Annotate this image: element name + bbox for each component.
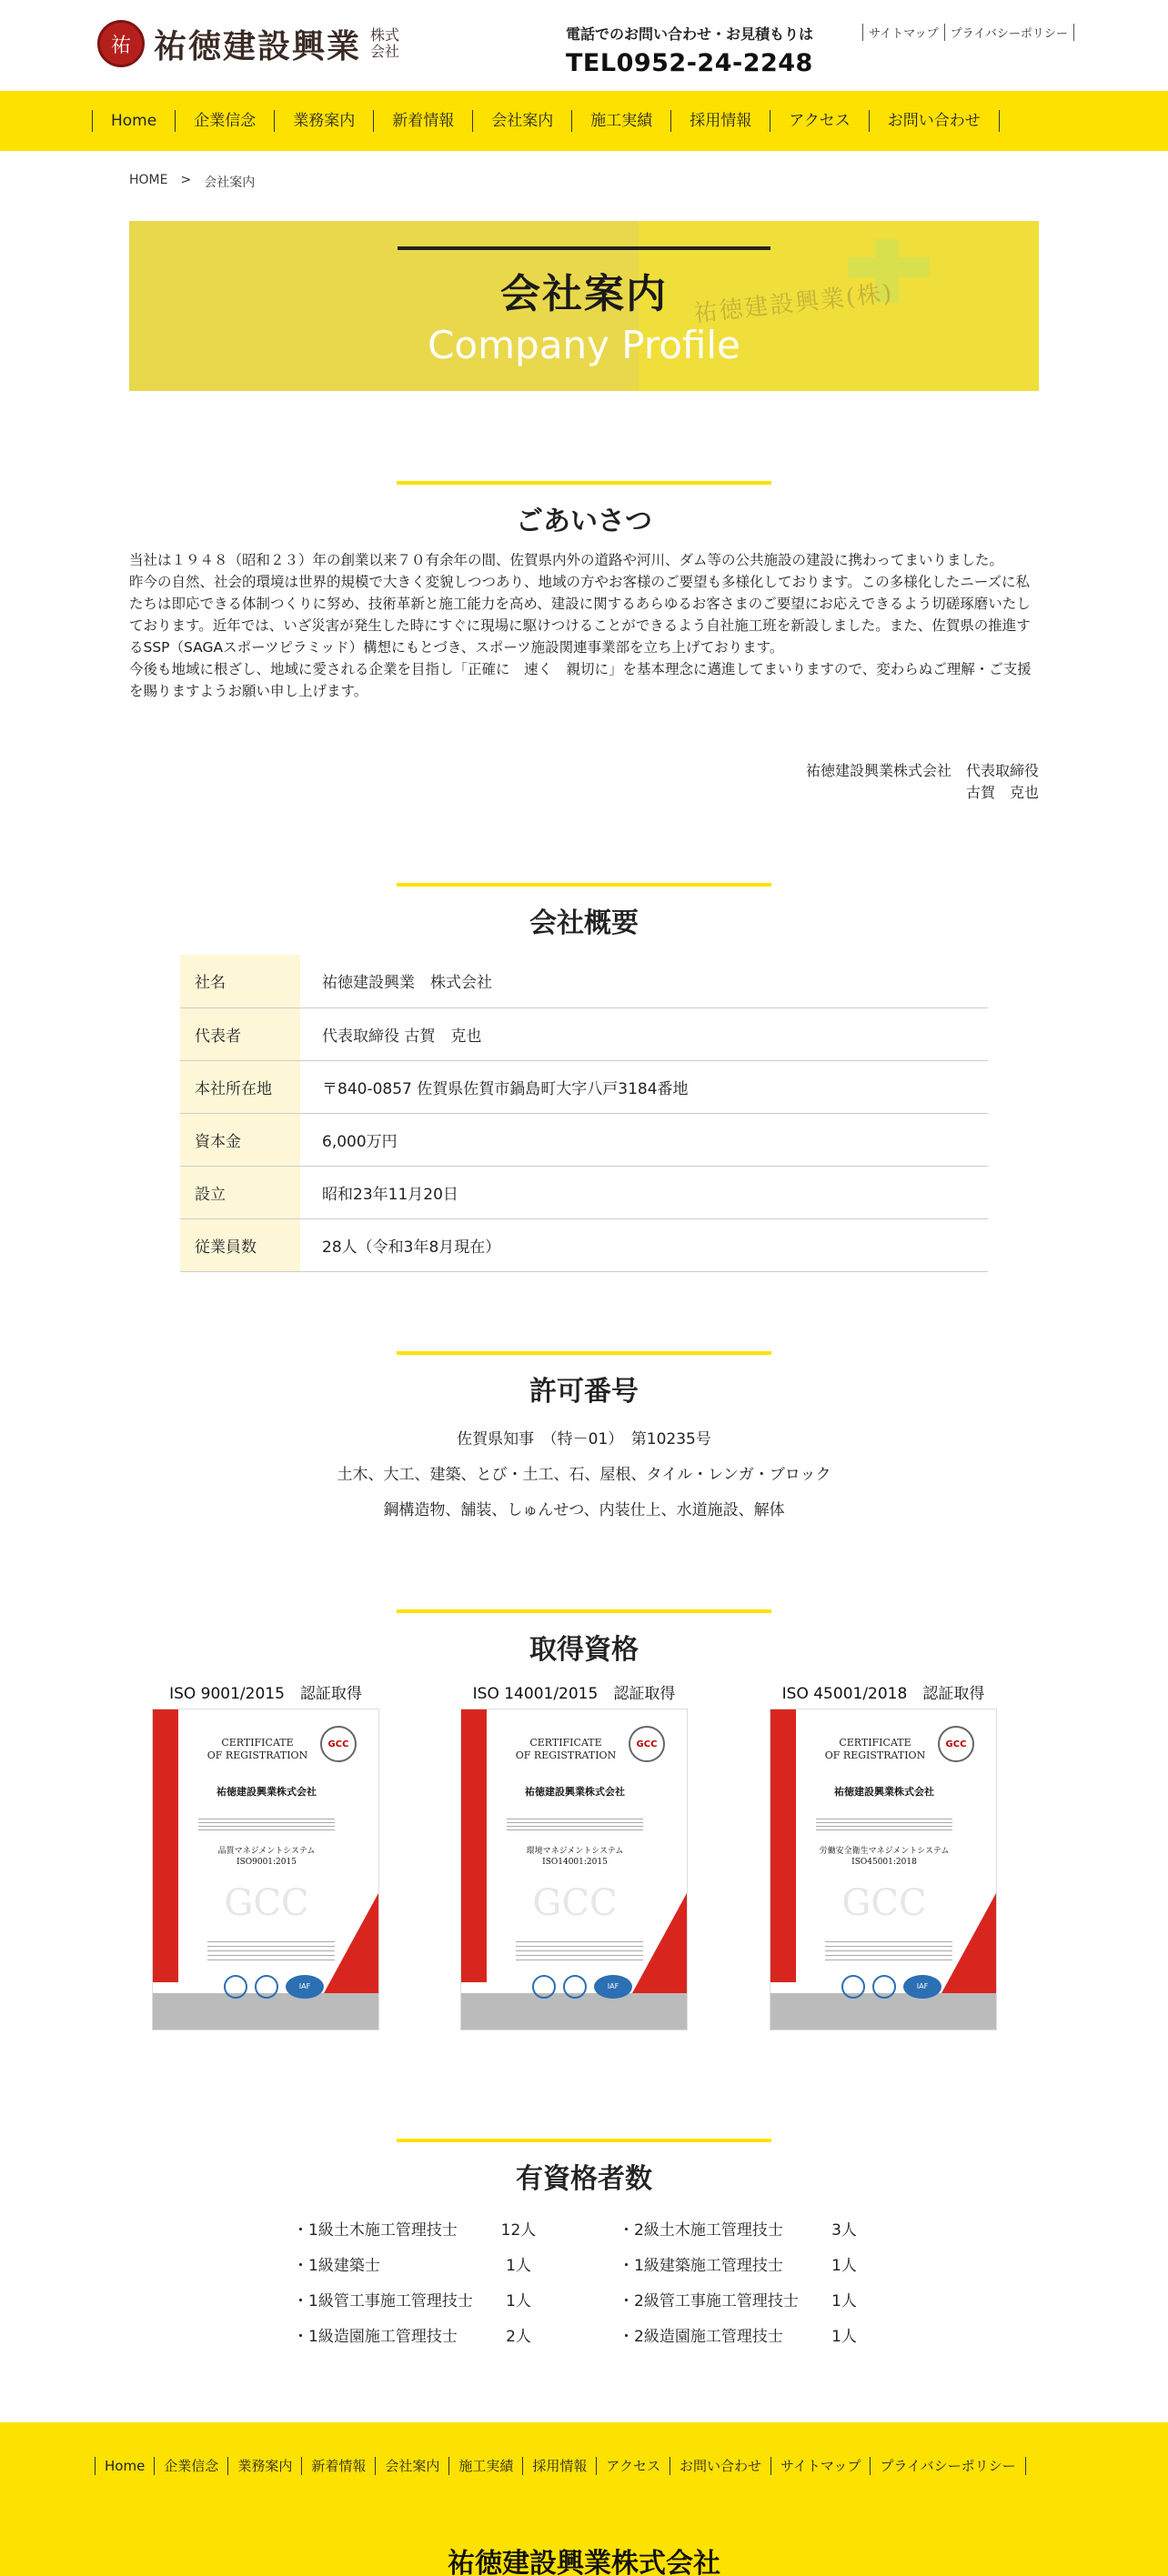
footer-link-contact[interactable]: お問い合わせ	[670, 2457, 770, 2475]
row-value: 昭和23年11月20日	[322, 1185, 458, 1204]
cert-card	[152, 1680, 379, 2030]
nav-item-news[interactable]: 新着情報	[373, 110, 472, 132]
page-subtitle: Company Profile	[428, 323, 740, 367]
cert-fineprint	[507, 1819, 643, 1831]
page-hero	[129, 221, 1039, 391]
list-item: ・2級造園施工管理技士 1人	[619, 2328, 857, 2346]
accreditation-logos	[532, 1975, 632, 1999]
page-title: 会社案内	[500, 271, 668, 317]
iaf-logo-icon: IAF	[903, 1975, 941, 1999]
row-label: 設立	[180, 1166, 300, 1218]
accreditation-icon	[224, 1975, 247, 1999]
nav-item-access[interactable]: アクセス	[770, 110, 869, 132]
row-value: 祐徳建設興業 株式会社	[322, 974, 492, 993]
row-label: 本社所在地	[180, 1060, 300, 1113]
footer-link-news[interactable]: 新着情報	[301, 2457, 375, 2475]
contact-tel[interactable]: TEL0952-24-2248	[566, 49, 813, 77]
row-value: 代表取締役 古賀 克也	[322, 1027, 482, 1046]
qualified-heading: 有資格者数	[516, 2163, 652, 2195]
logo-emblem-icon: 祐	[97, 20, 145, 67]
contact-lead: 電話でのお問い合わせ・お見積もりは	[566, 25, 814, 43]
row-label: 代表者	[180, 1007, 300, 1060]
table-row	[180, 1166, 988, 1218]
accreditation-icon	[841, 1975, 865, 1999]
nav-item-home[interactable]: Home	[92, 110, 175, 132]
nav-item-works[interactable]: 施工実績	[571, 110, 670, 132]
signature-name: 古賀 克也	[965, 784, 1039, 801]
cert-fineprint	[825, 1941, 952, 1963]
header-contact	[566, 23, 813, 77]
greeting-paragraph: 今後も地域に根ざし、地域に愛される企業を目指し「正確に 速く 親切に」を基本理念に邁進してまいりますので、変わらぬご理解・ご支援を賜りますようお願い申し上げます。	[129, 661, 1032, 699]
footer-link-company[interactable]: 会社案内	[375, 2457, 448, 2475]
cert-fineprint	[198, 1819, 335, 1831]
footer-link-services[interactable]: 業務案内	[227, 2457, 301, 2475]
footer-link-access[interactable]: アクセス	[596, 2457, 670, 2475]
section-rule	[397, 1609, 771, 1613]
hero-watermark: 祐徳建設興業(株)	[692, 279, 895, 328]
section-rule	[397, 883, 771, 887]
footer-nav	[95, 2457, 1026, 2475]
accreditation-icon	[872, 1975, 896, 1999]
accreditation-icon	[532, 1975, 556, 1999]
nav-item-company[interactable]: 会社案内	[472, 110, 571, 132]
cert-label: ISO 45001/2018 認証取得	[781, 1685, 985, 1703]
list-item: ・2級管工事施工管理技士 1人	[619, 2292, 857, 2310]
nav-item-recruit[interactable]: 採用情報	[670, 110, 770, 132]
utility-links	[862, 24, 1074, 41]
cert-fineprint	[816, 1819, 952, 1831]
footer-link-sitemap[interactable]: サイトマップ	[770, 2457, 870, 2475]
cert-card	[770, 1680, 997, 2030]
table-row	[180, 1007, 988, 1060]
gcc-badge-icon: GCC	[320, 1726, 357, 1762]
table-row	[180, 1218, 988, 1271]
cert-company: 祐徳建設興業株式会社	[216, 1786, 317, 1798]
cert-company: 祐徳建設興業株式会社	[834, 1786, 934, 1798]
cert-watermark: GCC	[224, 1882, 309, 1924]
company-overview-table	[180, 955, 988, 1272]
cert-card	[460, 1680, 688, 2030]
cert-fineprint	[207, 1941, 335, 1963]
iaf-logo-icon: IAF	[286, 1975, 324, 1999]
accreditation-logos	[841, 1975, 941, 1999]
breadcrumb-current: 会社案内	[204, 175, 256, 190]
cert-fineprint	[516, 1941, 643, 1963]
gcc-badge-icon: GCC	[938, 1726, 974, 1762]
row-label: 資本金	[180, 1113, 300, 1166]
site-header	[0, 0, 1168, 91]
certificate-image[interactable]	[460, 1709, 688, 2030]
cert-label: ISO 9001/2015 認証取得	[169, 1685, 362, 1703]
cert-company: 祐徳建設興業株式会社	[525, 1786, 625, 1798]
logo-text: 祐徳建設興業	[154, 26, 362, 65]
cert-footer-band	[770, 1993, 997, 2030]
list-item: ・1級土木施工管理技士 12人	[293, 2221, 537, 2240]
row-value: 〒840-0857 佐賀県佐賀市鍋島町大字八戸3184番地	[322, 1079, 689, 1098]
cert-heading: CERTIFICATE OF REGISTRATION	[515, 1737, 617, 1761]
hero-rule	[398, 246, 770, 250]
section-rule	[397, 2139, 771, 2142]
qualified-list-left	[293, 2213, 546, 2355]
logo-subtext: 株式会社	[370, 26, 400, 60]
footer-company-name: 祐徳建設興業株式会社	[448, 2548, 720, 2576]
section-rule	[397, 1351, 771, 1355]
accreditation-icon	[255, 1975, 278, 1999]
section-rule	[397, 481, 771, 485]
table-row	[180, 1113, 988, 1166]
footer-link-privacy[interactable]: プライバシーポリシー	[870, 2457, 1025, 2475]
signature-title: 祐徳建設興業株式会社 代表取締役	[805, 762, 1039, 779]
qualified-list-right	[619, 2213, 871, 2355]
license-line: 土木、大工、建築、とび・土工、石、屋根、タイル・レンガ・ブロック	[337, 1466, 831, 1484]
license-heading: 許可番号	[529, 1376, 639, 1408]
gcc-badge-icon: GCC	[629, 1726, 665, 1762]
list-item: ・1級造園施工管理技士 2人	[293, 2328, 531, 2346]
breadcrumb-home[interactable]: HOME	[129, 173, 168, 187]
cert-label: ISO 14001/2015 認証取得	[472, 1685, 676, 1703]
footer-link-works[interactable]: 施工実績	[448, 2457, 522, 2475]
list-item: ・1級建築士 1人	[293, 2257, 531, 2275]
license-line: 鋼構造物、舗装、しゅんせつ、内装仕上、水道施設、解体	[383, 1501, 785, 1519]
site-logo[interactable]	[97, 20, 407, 67]
certificate-image[interactable]	[152, 1709, 379, 2030]
privacy-policy-link[interactable]: プライバシーポリシー	[944, 24, 1074, 41]
certificate-image[interactable]	[770, 1709, 997, 2030]
row-label: 社名	[180, 955, 300, 1007]
row-value: 6,000万円	[322, 1132, 398, 1151]
greeting-heading: ごあいさつ	[516, 506, 652, 537]
overview-heading: 会社概要	[529, 907, 639, 939]
global-nav	[0, 91, 1168, 151]
breadcrumb	[129, 173, 255, 191]
accreditation-logos	[224, 1975, 324, 1999]
sitemap-link[interactable]: サイトマップ	[862, 24, 944, 41]
cert-system: 環境マネジメントシステム ISO14001:2015	[526, 1847, 624, 1867]
list-item: ・2級土木施工管理技士 3人	[619, 2221, 857, 2240]
license-text	[0, 1422, 1168, 1529]
footer-link-philosophy[interactable]: 企業信念	[154, 2457, 227, 2475]
site-footer	[0, 2422, 1168, 2576]
cert-system: 労働安全衛生マネジメントシステム ISO45001:2018	[819, 1847, 950, 1867]
cert-footer-band	[153, 1993, 379, 2030]
greeting-paragraph: 当社は１９４８（昭和２３）年の創業以来７０有余年の間、佐賀県内外の道路や河川、ダム等の公共施設の建設に携わってまいりました。	[129, 552, 1003, 568]
row-label: 従業員数	[180, 1218, 300, 1271]
cert-watermark: GCC	[841, 1882, 927, 1924]
certs-heading: 取得資格	[529, 1634, 639, 1666]
row-value: 28人（令和3年8月現在）	[322, 1238, 501, 1257]
table-row	[180, 955, 988, 1007]
list-item: ・1級建築施工管理技士 1人	[619, 2257, 857, 2275]
nav-item-services[interactable]: 業務案内	[274, 110, 373, 132]
breadcrumb-separator: >	[180, 173, 192, 187]
license-line: 佐賀県知事 （特－01） 第10235号	[457, 1430, 711, 1448]
list-item: ・1級管工事施工管理技士 1人	[293, 2292, 531, 2310]
greeting-signature	[806, 760, 1039, 804]
cert-heading: CERTIFICATE OF REGISTRATION	[824, 1737, 926, 1761]
cert-system: 品質マネジメントシステム ISO9001:2015	[217, 1847, 316, 1867]
cert-footer-band	[461, 1993, 688, 2030]
greeting-paragraph: 昨今の自然、社会的環境は世界的規模で大きく変貌しつつあり、地域の方やお客様のご要望も多様化しております。この多様化したニーズに私たちは即応できる体制つくりに努め、技術革新と施工能力を高め、建設に関するあらゆるお客さまのご要望にお応えできるよう切磋琢磨いたしております。近年では、いざ災害が発生した時にすぐに現場に駆けつけることができるよう自社施工班を新設しました。また、佐賀県の推進するSSP（SAGAスポーツピラミッド）構想にもとづき、スポーツ施設関連事業部を立ち上げております。	[129, 574, 1031, 656]
accreditation-icon	[563, 1975, 587, 1999]
nav-item-philosophy[interactable]: 企業信念	[175, 110, 274, 132]
cert-heading: CERTIFICATE OF REGISTRATION	[206, 1737, 308, 1761]
greeting-text	[129, 549, 1039, 702]
footer-link-home[interactable]: Home	[95, 2457, 154, 2475]
iaf-logo-icon: IAF	[594, 1975, 632, 1999]
cert-watermark: GCC	[532, 1882, 618, 1924]
nav-item-contact[interactable]: お問い合わせ	[869, 110, 1000, 132]
table-row	[180, 1060, 988, 1113]
footer-link-recruit[interactable]: 採用情報	[522, 2457, 596, 2475]
